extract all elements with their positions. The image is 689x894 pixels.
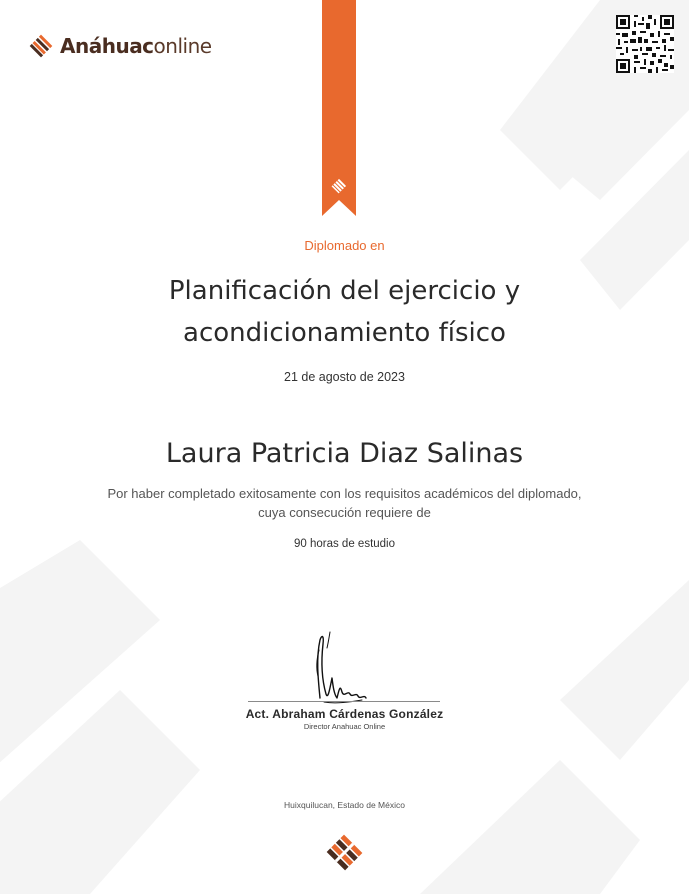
certificate-title [0,270,689,354]
ribbon-icon [322,0,356,216]
signature-line [248,701,440,702]
signatory-role: Director Anahuac Online [303,722,386,731]
recipient-name: Laura Patricia Diaz Salinas [165,438,524,469]
description-line1: Por haber completado exitosamente con los requisitos académicos del diplomado, [107,486,582,501]
brand-logo [28,33,212,59]
qr-code-icon [616,15,674,73]
anahuac-emblem-icon [325,834,363,872]
signature-icon [306,628,368,706]
study-hours: 90 horas de estudio [293,538,396,550]
signatory-name: Act. Abraham Cárdenas González [245,707,444,721]
certificate-date: 21 de agosto de 2023 [284,370,405,384]
certificate-description [0,484,689,522]
certificate-type: Diplomado en [304,238,385,253]
certificate-title-line2: acondicionamiento físico [183,318,506,348]
certificate-title-line1: Planificación del ejercicio y [168,276,521,306]
brand-name-light: online [153,34,212,58]
brand-name-bold: Anáhuac [60,34,154,58]
anahuac-logo-icon [28,33,54,59]
description-line2: cuya consecución requiere de [258,505,431,520]
issue-place: Huixquilucan, Estado de México [284,800,405,810]
brand-name [60,34,212,58]
